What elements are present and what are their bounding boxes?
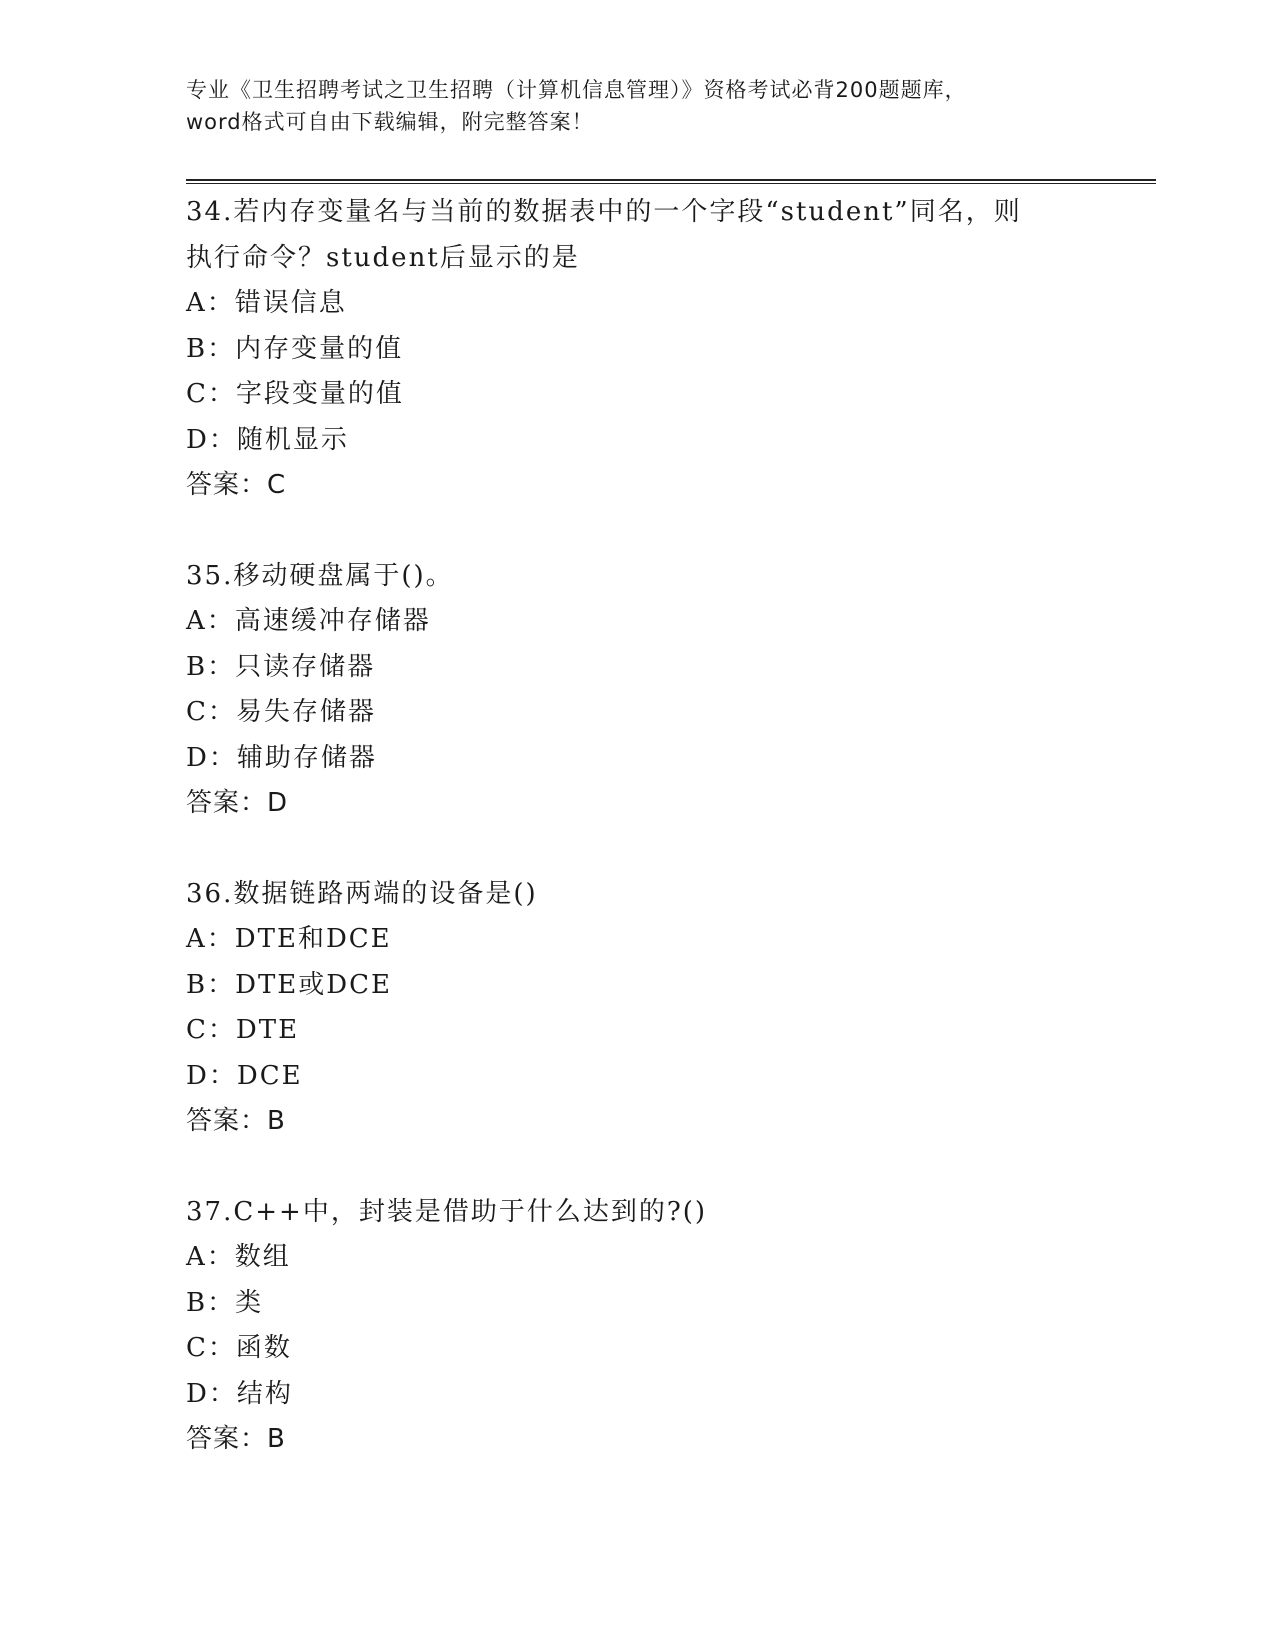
option-b: B：内存变量的值 xyxy=(186,333,404,364)
question-35 xyxy=(186,554,1086,827)
answer: 答案：C xyxy=(186,470,287,500)
question-36 xyxy=(186,872,1086,1145)
option-d: D：DCE xyxy=(186,1060,303,1091)
question-stem: 37.C++中，封装是借助于什么达到的?() xyxy=(186,1196,708,1227)
question-37 xyxy=(186,1190,1086,1463)
option-a: A：数组 xyxy=(186,1242,291,1272)
option-b: B：只读存储器 xyxy=(186,651,376,682)
option-a: A：高速缓冲存储器 xyxy=(186,606,431,636)
option-a: A：DTE和DCE xyxy=(186,924,392,954)
question-stem: 34.若内存变量名与当前的数据表中的一个字段“student”同名，则 xyxy=(186,197,1022,227)
header-divider xyxy=(186,179,1156,184)
option-c: C：易失存储器 xyxy=(186,697,376,727)
option-b: B：DTE或DCE xyxy=(186,969,392,1000)
question-stem: 35.移动硬盘属于()。 xyxy=(186,560,454,591)
option-c: C：DTE xyxy=(186,1015,300,1045)
option-d: D：随机显示 xyxy=(186,424,349,455)
header-line-1: 专业《卫生招聘考试之卫生招聘（计算机信息管理）》资格考试必背200题题库， xyxy=(186,78,967,102)
question-list xyxy=(186,190,1086,1463)
option-c: C：函数 xyxy=(186,1333,292,1363)
document-header xyxy=(186,74,1086,138)
question-stem-continued: 执行命令？student后显示的是 xyxy=(186,242,580,273)
question-34 xyxy=(186,190,1086,509)
answer: 答案：B xyxy=(186,1424,286,1454)
answer: 答案：B xyxy=(186,1106,286,1136)
question-stem: 36.数据链路两端的设备是() xyxy=(186,878,538,909)
header-line-2: word格式可自由下载编辑，附完整答案！ xyxy=(186,110,594,134)
option-d: D：结构 xyxy=(186,1378,293,1409)
option-d: D：辅助存储器 xyxy=(186,742,377,773)
option-a: A：错误信息 xyxy=(186,288,347,318)
answer: 答案：D xyxy=(186,788,289,818)
option-b: B：类 xyxy=(186,1287,264,1318)
option-c: C：字段变量的值 xyxy=(186,379,404,409)
